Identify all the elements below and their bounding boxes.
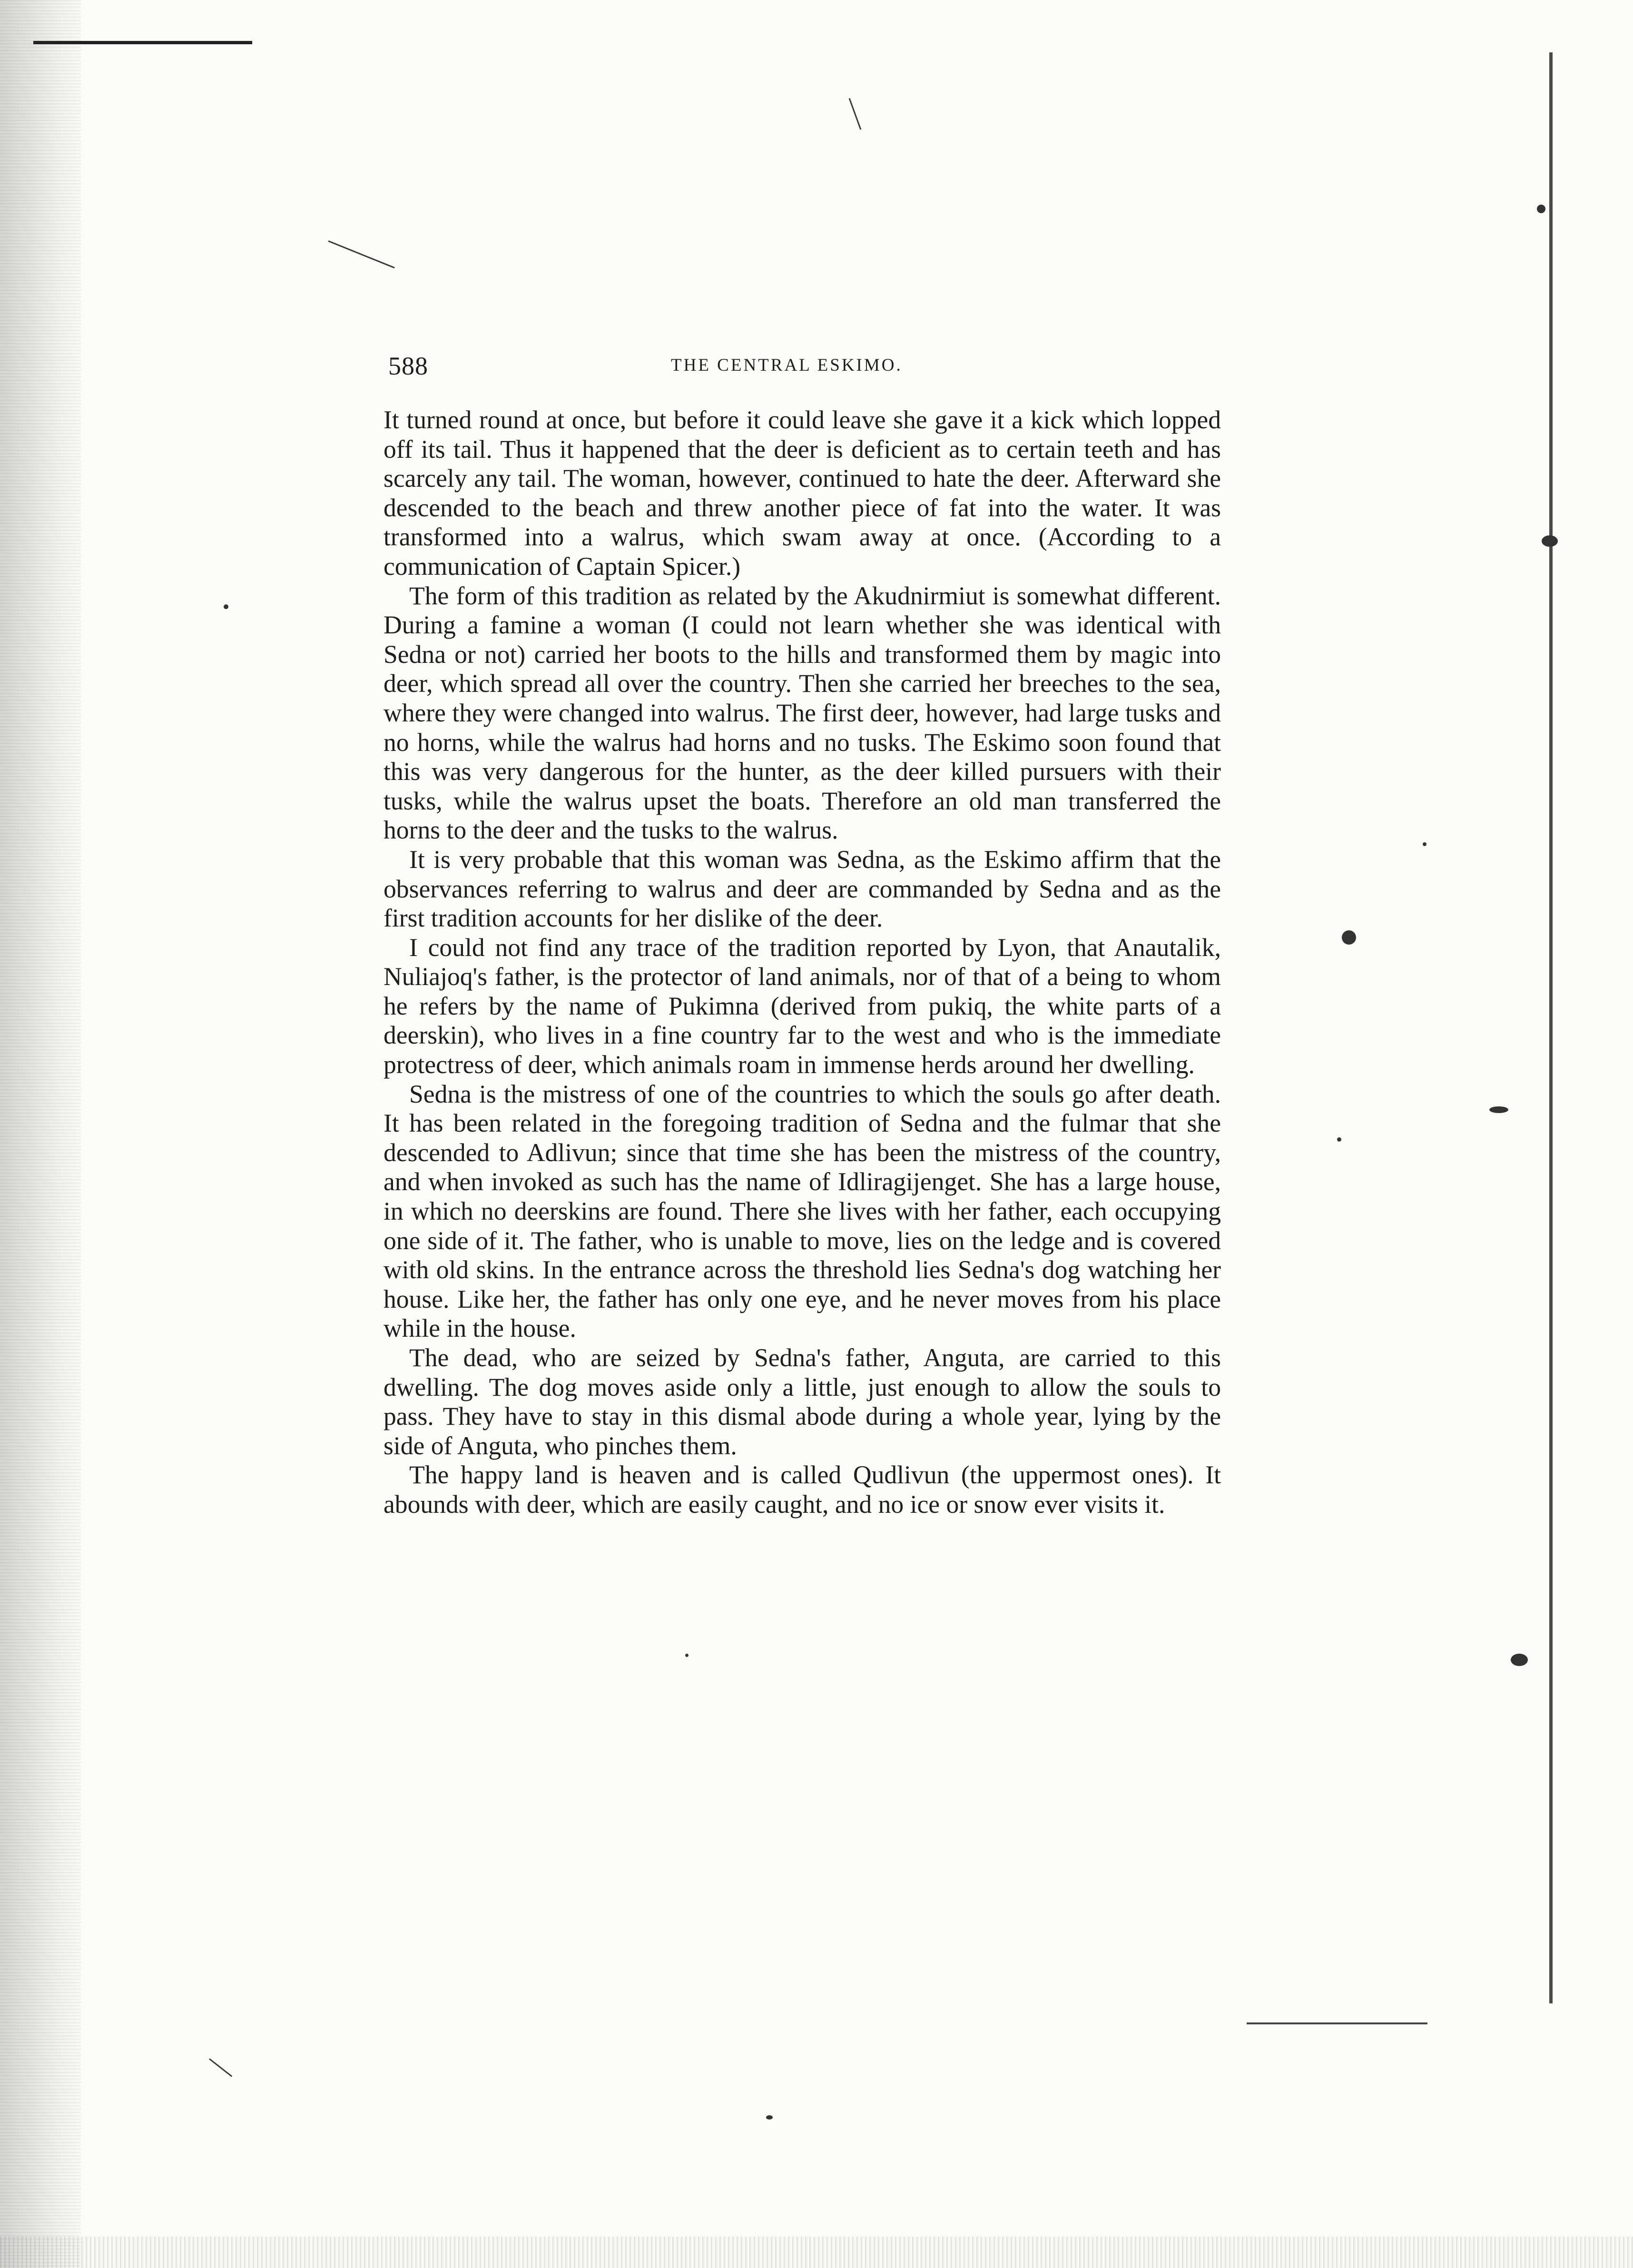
scan-speck — [1537, 205, 1545, 213]
scan-edge-bottom — [0, 2237, 1633, 2268]
scan-speck — [1542, 535, 1558, 547]
scan-edge-left — [0, 0, 81, 2268]
scan-mark-bottom — [1247, 2022, 1427, 2024]
running-title: THE CENTRAL ESKIMO. — [671, 355, 903, 375]
paragraph: I could not find any trace of the tradition reported by Lyon, that Anautalik, Nuliajoq's father, is the protector of land animals, nor of that of a being to whom he refers by the name of Pukimna (derived from pukiq, the white parts of a deerskin), who lives in a fine country far to the west and who is the immediate protectress of deer, which animals roam in immense herds around her dwelling. — [384, 933, 1221, 1079]
running-head — [388, 351, 1226, 380]
paragraph: It turned round at once, but before it could leave she gave it a kick which lopped off its tail. Thus it happened that the deer is deficient as to certain teeth and has scarcely any tail. The woman, however, continued to hate the deer. Afterward she descended to the beach and threw another piece of fat into the water. It was transformed into a walrus, which swam away at once. (According to a communication of Captain Spicer.) — [384, 405, 1221, 581]
scan-speck — [766, 2115, 773, 2120]
scan-scratch — [328, 240, 394, 268]
body-text — [384, 405, 1221, 1519]
scan-speck — [224, 604, 228, 609]
paragraph: The happy land is heaven and is called Qudlivun (the uppermost ones). It abounds with deer, which are easily caught, and no ice or snow ever visits it. — [384, 1460, 1221, 1519]
scan-edge-right — [1549, 52, 1553, 2003]
scan-speck — [1337, 1137, 1341, 1142]
paragraph: The dead, who are seized by Sedna's father, Anguta, are carried to this dwelling. The dog moves aside only a little, just enough to allow the souls to pass. They have to stay in this dismal abode during a whole year, lying by the side of Anguta, who pinches them. — [384, 1343, 1221, 1460]
scan-speck — [1423, 842, 1426, 846]
page-number: 588 — [388, 352, 428, 380]
paragraph: Sedna is the mistress of one of the countries to which the souls go after death. It has been related in the foregoing tradition of Sedna and the fulmar that she descended to Adlivun; since that time she has been the mistress of the country, and when invoked as such has the name of Idliragijenget. She has a large house, in which no deerskins are found. There she lives with her father, each occupying one side of it. The father, who is unable to move, lies on the ledge and is covered with old skins. In the entrance across the threshold lies Sedna's dog watching her house. Like her, the father has only one eye, and he never moves from his place while in the house. — [384, 1079, 1221, 1343]
scan-scratch — [849, 98, 862, 130]
scan-speck — [1511, 1654, 1528, 1666]
scan-speck — [685, 1654, 689, 1657]
paragraph: It is very probable that this woman was Sedna, as the Eskimo affirm that the observances referring to walrus and deer are commanded by Sedna and as the first tradition accounts for her dislike of the deer. — [384, 845, 1221, 933]
scan-speck — [1489, 1106, 1508, 1113]
scan-speck — [1342, 930, 1356, 945]
scan-scratch — [209, 2058, 232, 2077]
paragraph: The form of this tradition as related by the Akudnirmiut is somewhat different. During a famine a woman (I could not learn whether she was identical with Sedna or not) carried her boots to the hills and transformed them by magic into deer, which spread all over the country. Then she carried her breeches to the sea, where they were changed into walrus. The first deer, however, had large tusks and no horns, while the walrus had horns and no tusks. The Eskimo soon found that this was very dangerous for the hunter, as the deer killed pursuers with their tusks, while the walrus upset the boats. Therefore an old man transferred the horns to the deer and the tusks to the walrus. — [384, 581, 1221, 845]
scan-mark-top — [33, 41, 252, 44]
